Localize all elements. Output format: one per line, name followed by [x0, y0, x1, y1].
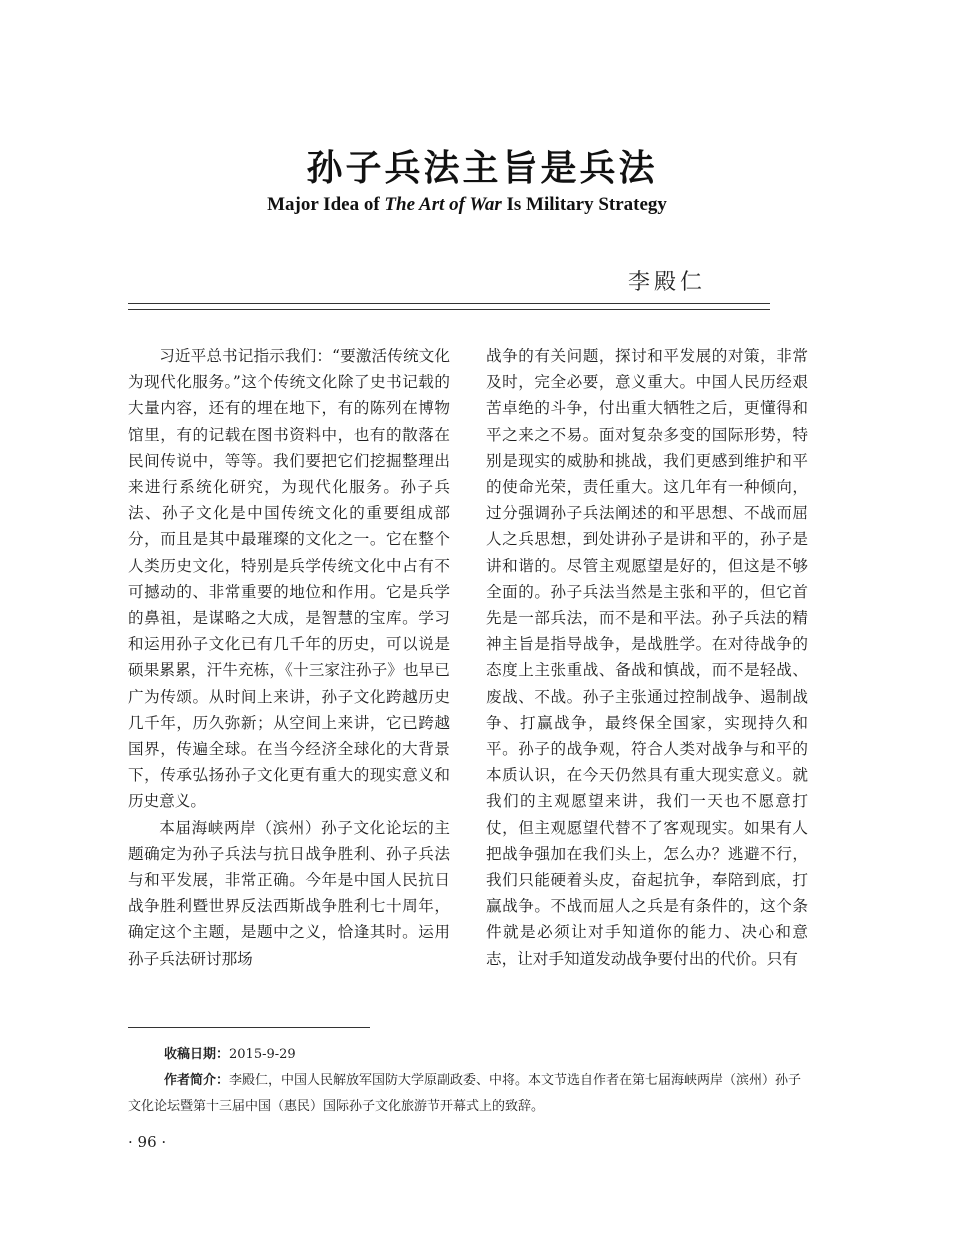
- title-en-prefix: Major Idea of: [267, 194, 385, 215]
- received-date-label: 收稿日期：: [164, 1047, 230, 1062]
- footnotes: [128, 1042, 808, 1120]
- body-paragraph: 本届海峡两岸（滨州）孙子文化论坛的主题确定为孙子兵法与抗日战争胜利、孙子兵法与和平发展，非常正确。今年是中国人民抗日战争胜利暨世界反法西斯战争胜利七十周年，确定这个主题，是题中之义，恰逢其时。运用孙子兵法研讨那场: [128, 818, 450, 968]
- received-date: [128, 1042, 808, 1068]
- page-number: · 96 ·: [128, 1133, 167, 1151]
- header-divider-top: [128, 303, 770, 304]
- body-paragraph: 战争的有关问题，探讨和平发展的对策，非常及时，完全必要，意义重大。中国人民历经艰苦卓绝的斗争，付出重大牺牲之后，更懂得和平之来之不易。面对复杂多变的国际形势，特别是现实的威胁和挑战，我们更感到维护和平的使命光荣，责任重大。这几年有一种倾向，过分强调孙子兵法阐述的和平思想、不战而屈人之兵思想，到处讲孙子是讲和平的，孙子是讲和谐的。尽管主观愿望是好的，但这是不够全面的。孙子兵法当然是主张和平的，但它首先是一部兵法，而不是和平法。孙子兵法的精神主旨是指导战争，是战胜学。在对待战争的态度上主张重战、备战和慎战，而不是轻战、废战、不战。孙子主张通过控制战争、遏制战争、打赢战争，最终保全国家，实现持久和平。孙子的战争观，符合人类对战争与和平的本质认识，在今天仍然具有重大现实意义。就我们的主观愿望来讲，我们一天也不愿意打仗，但主观愿望代替不了客观现实。如果有人把战争强加在我们头上，怎么办？逃避不行，我们只能硬着头皮，奋起抗争，奉陪到底，打赢战争。不战而屈人之兵是有条件的，这个条件就是必须让对手知道你的能力、决心和意志，让对手知道发动战争要付出的代价。只有: [486, 347, 808, 968]
- body-paragraph: 习近平总书记指示我们：“要激活传统文化为现代化服务。”这个传统文化除了史书记载的大量内容，还有的埋在地下，有的陈列在博物馆里，有的记载在图书资料中，也有的散落在民间传说中，等等。我们要把它们挖掘整理出来进行系统化研究，为现代化服务。孙子兵法、孙子文化是中国传统文化的重要组成部分，而且是其中最璀璨的文化之一。它在整个人类历史文化，特别是兵学传统文化中占有不可撼动的、非常重要的地位和作用。它是兵学的鼻祖，是谋略之大成，是智慧的宝库。学习和运用孙子文化已有几千年的历史，可以说是硕果累累，汗牛充栋，《十三家注孙子》也早已广为传颂。从时间上来讲，孙子文化跨越历史几千年，历久弥新；从空间上来讲，它已跨越国界，传遍全球。在当今经济全球化的大背景下，传承弘扬孙子文化更有重大的现实意义和历史意义。: [128, 347, 450, 811]
- header-divider-bottom: [128, 309, 770, 310]
- title-en-italic: The Art of War: [384, 194, 502, 215]
- author-bio: [128, 1068, 808, 1120]
- article-title-cn: 孙子兵法主旨是兵法: [306, 148, 658, 189]
- footnote-divider: [128, 1027, 370, 1028]
- received-date-value: 2015-9-29: [229, 1047, 296, 1062]
- author-bio-label: 作者简介：: [164, 1073, 230, 1088]
- article-title-en: [0, 194, 934, 216]
- title-en-suffix: Is Military Strategy: [501, 194, 667, 215]
- author-bio-text: 李殿仁，中国人民解放军国防大学原副政委、中将。本文节选自作者在第七届海峡两岸（滨州）孙子文化论坛暨第十三届中国（惠民）国际孙子文化旅游节开幕式上的致辞。: [128, 1073, 802, 1114]
- body-column-left: [128, 343, 450, 972]
- body-column-right: [486, 343, 808, 972]
- author-name: 李殿仁: [627, 270, 706, 295]
